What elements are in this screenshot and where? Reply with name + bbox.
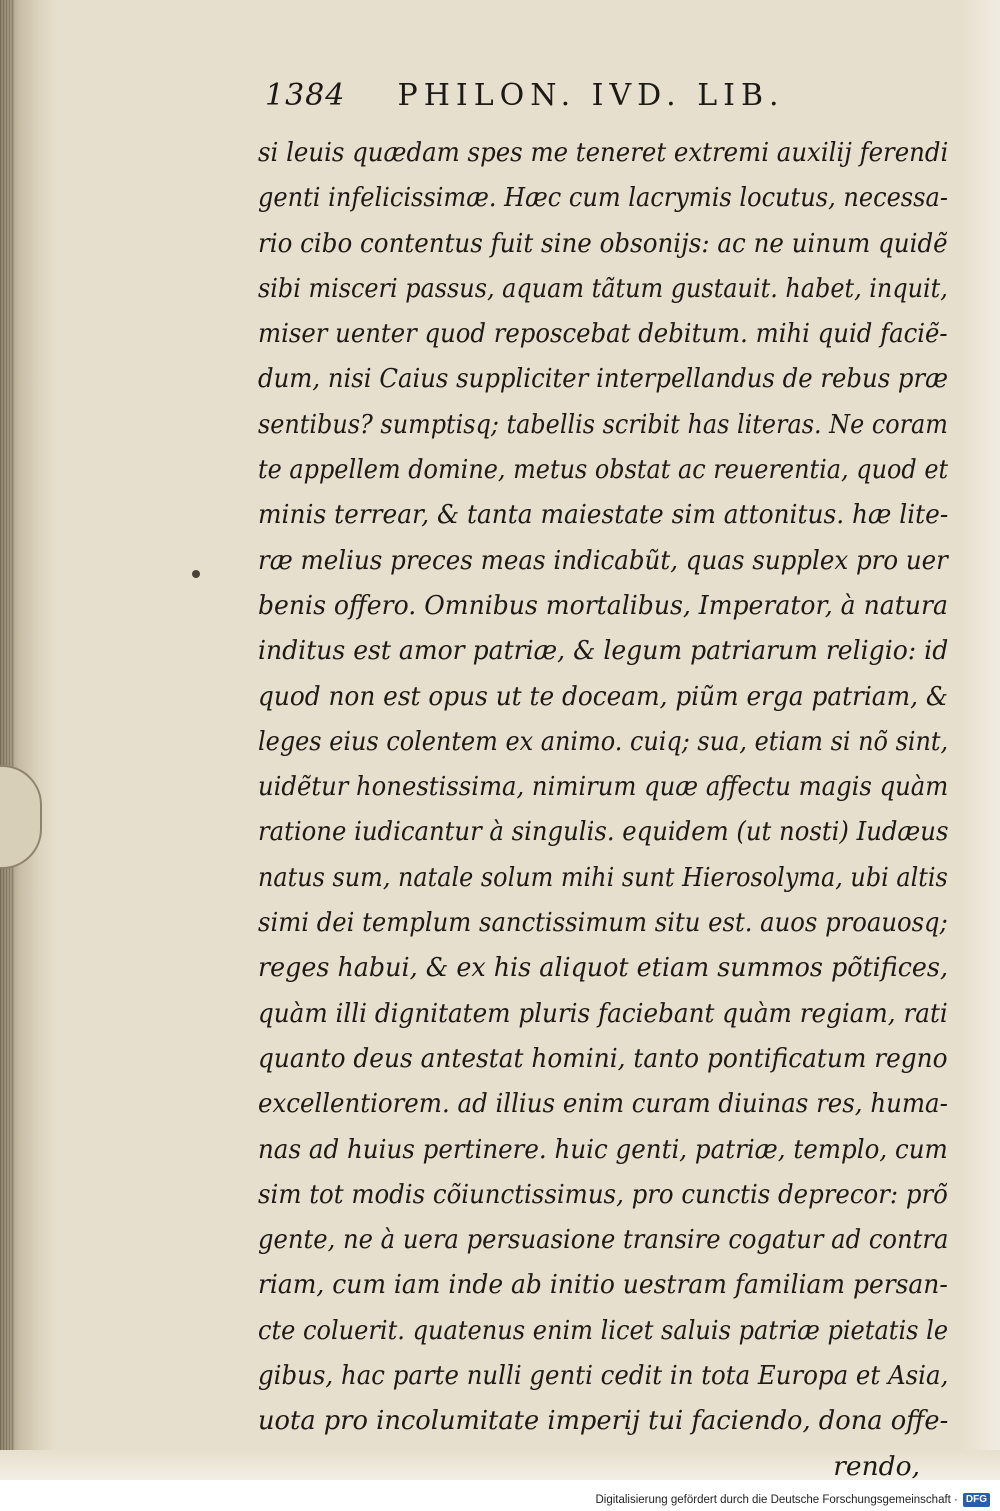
text-line: riam, cum iam inde ab initio uestram familiam persan- (258, 1269, 948, 1301)
text-line: natus sum, natale solum mihi sunt Hierosolyma, ubi altis (258, 861, 948, 893)
text-line: reges habui, & ex his aliquot etiam summos põtifices, (258, 952, 948, 984)
text-line: quod non est opus ut te doceam, piũm erga patriam, & (258, 680, 948, 712)
text-line: minis terrear, & tanta maiestate sim attonitus. hæ lite- (258, 499, 949, 531)
text-line: quàm illi dignitatem pluris faciebant quàm regiam, rati (258, 997, 948, 1029)
text-line: excellentiorem. ad illius enim curam diuinas res, huma- (258, 1088, 948, 1120)
text-line: benis offero. Omnibus mortalibus, Imperator, à natura (258, 589, 948, 621)
text-line: simi dei templum sanctissimum situ est. auos proauosq; (258, 907, 948, 939)
text-line: uidẽtur honestissima, nimirum quæ affectu magis quàm (258, 771, 949, 803)
text-line: gibus, hac parte nulli genti cedit in tota Europa et Asia, (258, 1360, 949, 1392)
credit-text: Digitalisierung gefördert durch die Deutsche Forschungsgemeinschaft · (595, 1494, 958, 1506)
ink-blot-mark (192, 570, 200, 578)
text-line: si leuis quædam spes me teneret extremi auxilij ferendi (258, 137, 949, 168)
page-right-margin (960, 0, 1000, 1480)
page-header (265, 78, 865, 122)
page-number: 1384 (265, 78, 346, 113)
text-line: leges eius colentem ex animo. cuiq; sua, etiam si nõ sint, (258, 725, 949, 757)
catchword: rendo, (833, 1450, 920, 1480)
text-line: dum, nisi Caius suppliciter interpellandus de rebus præ (258, 363, 949, 395)
running-head: PHILON. IVD. LIB. (397, 78, 785, 113)
text-line: rio cibo contentus fuit sine obsonijs: ac ne uinum quidẽ (258, 227, 948, 259)
text-line: quanto deus antestat homini, tanto pontificatum regno (258, 1042, 948, 1074)
text-line: genti infelicissimæ. Hæc cum lacrymis locutus, necessa- (258, 182, 948, 214)
text-line: uota pro incolumitate imperij tui faciendo, dona offe- (258, 1405, 949, 1437)
main-text-block (258, 130, 948, 1480)
text-line: sentibus? sumptisq; tabellis scribit has literas. Ne coram (258, 408, 948, 440)
text-line: cte coluerit. quatenus enim licet saluis patriæ pietatis le (258, 1314, 949, 1346)
text-line: te appellem domine, metus obstat ac reuerentia, quod et (258, 454, 949, 486)
text-line: inditus est amor patriæ, & legum patriarum religio: id (258, 635, 949, 667)
text-line: miser uenter quod reposcebat debitum. mihi quid faciẽ- (258, 318, 948, 350)
text-line: sim tot modis cõiunctissimus, pro cunctis deprecor: prõ (258, 1178, 948, 1210)
text-line: sibi misceri passus, aquam tãtum gustauit. habet, inquit, (258, 272, 948, 304)
text-line: gente, ne à uera persuasione transire cogatur ad contra (258, 1224, 949, 1256)
dfg-logo: DFG (963, 1493, 990, 1507)
page-stack-edges (0, 0, 14, 1480)
text-line: nas ad huius pertinere. huic genti, patriæ, templo, cum (258, 1133, 948, 1165)
text-line: ratione iudicantur à singulis. equidem (ut nosti) Iudæus (258, 816, 949, 848)
digitization-credit (595, 1492, 990, 1508)
text-line: ræ melius preces meas indicabũt, quas supplex pro uer (258, 544, 948, 576)
